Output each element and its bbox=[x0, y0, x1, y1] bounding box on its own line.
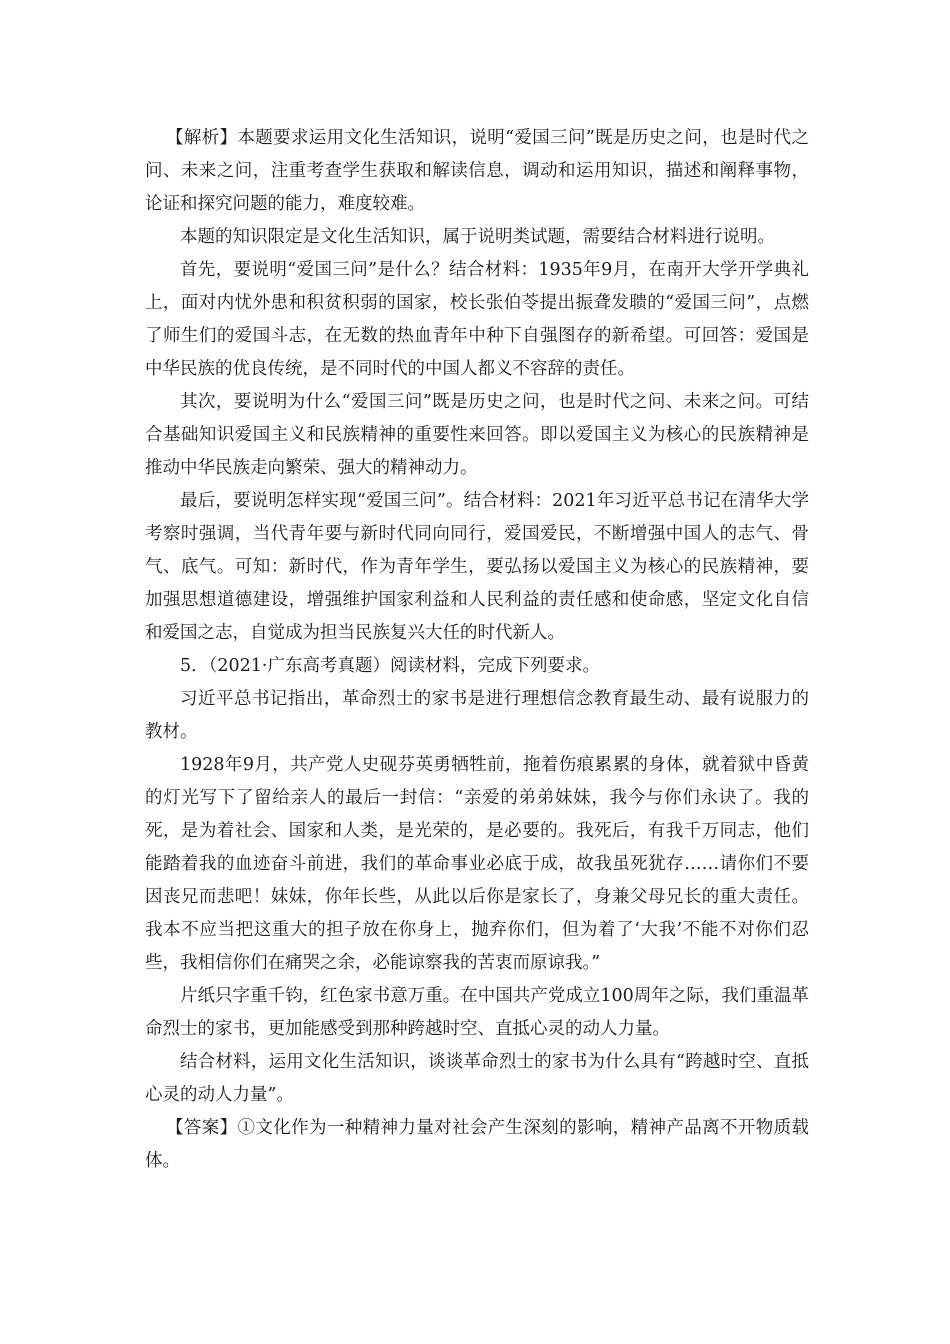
analysis-paragraph: 【解析】本题要求运用文化生活知识，说明“爱国三问”既是历史之问，也是时代之问、未来之问，注重考查学生获取和解读信息，调动和运用知识，描述和阐释事物，论证和探究问题的能力，难度较难。 bbox=[145, 128, 809, 214]
second-point-paragraph: 其次，要说明为什么“爱国三问”既是历史之问，也是时代之问、未来之问。可结合基础知识爱国主义和民族精神的重要性来回答。即以爱国主义为核心的民族精神是推动中华民族走向繁荣、强大的精神动力。 bbox=[145, 392, 809, 478]
first-point-paragraph: 首先，要说明“爱国三问”是什么？结合材料：1935年9月，在南开大学开学典礼上，面对内忧外患和积贫积弱的国家，校长张伯苓提出振聋发聩的“爱国三问”，点燃了师生们的爱国斗志，在无数的热血青年中种下自强图存的新希望。可回答：爱国是中华民族的优良传统，是不同时代的中国人都义不容辞的责任。 bbox=[145, 260, 809, 379]
material-intro-paragraph: 习近平总书记指出，革命烈士的家书是进行理想信念教育最生动、最有说服力的教材。 bbox=[145, 689, 809, 742]
knowledge-scope-paragraph: 本题的知识限定是文化生活知识，属于说明类试题，需要结合材料进行说明。 bbox=[180, 227, 775, 247]
material-letter-paragraph: 1928年9月，共产党人史砚芬英勇牺牲前，拖着伤痕累累的身体，就着狱中昏黄的灯光写下了留给亲人的最后一封信：“亲爱的弟弟妹妹，我今与你们永诀了。我的死，是为着社会、国家和人类，是光荣的，是必要的。我死后，有我千万同志，他们能踏着我的血迹奋斗前进，我们的革命事业必底于成，故我虽死犹存……请你们不要因丧兄而悲吧！妹妹，你年长些，从此以后你是家长了，身兼父母兄长的重大责任。我本不应当把这重大的担子放在你身上，抛弃你们，但为着了‘大我’不能不对你们忍些，我相信你们在痛哭之余，必能谅察我的苦衷而原谅我。” bbox=[145, 755, 809, 973]
third-point-paragraph: 最后，要说明怎样实现“爱国三问”。结合材料：2021年习近平总书记在清华大学考察时强调，当代青年要与新时代同向同行，爱国爱民，不断增强中国人的志气、骨气、底气。可知：新时代，作为青年学生，要弘扬以爱国主义为核心的民族精神，要加强思想道德建设，增强维护国家利益和人民利益的责任感和使命感，坚定文化自信和爱国之志，自觉成为担当民族复兴大任的时代新人。 bbox=[145, 491, 809, 643]
answer-paragraph: 【答案】①文化作为一种精神力量对社会产生深刻的影响，精神产品离不开物质载体。 bbox=[145, 1118, 809, 1171]
question-prompt-paragraph: 结合材料，运用文化生活知识，谈谈革命烈士的家书为什么具有“跨越时空、直抵心灵的动人力量”。 bbox=[145, 1052, 809, 1105]
question-5-heading: 5．（2021·广东高考真题）阅读材料，完成下列要求。 bbox=[180, 656, 600, 676]
material-summary-paragraph: 片纸只字重千钧，红色家书意万重。在中国共产党成立100周年之际，我们重温革命烈士的家书，更加能感受到那种跨越时空、直抵心灵的动人力量。 bbox=[145, 986, 809, 1039]
document-body bbox=[145, 122, 809, 1178]
